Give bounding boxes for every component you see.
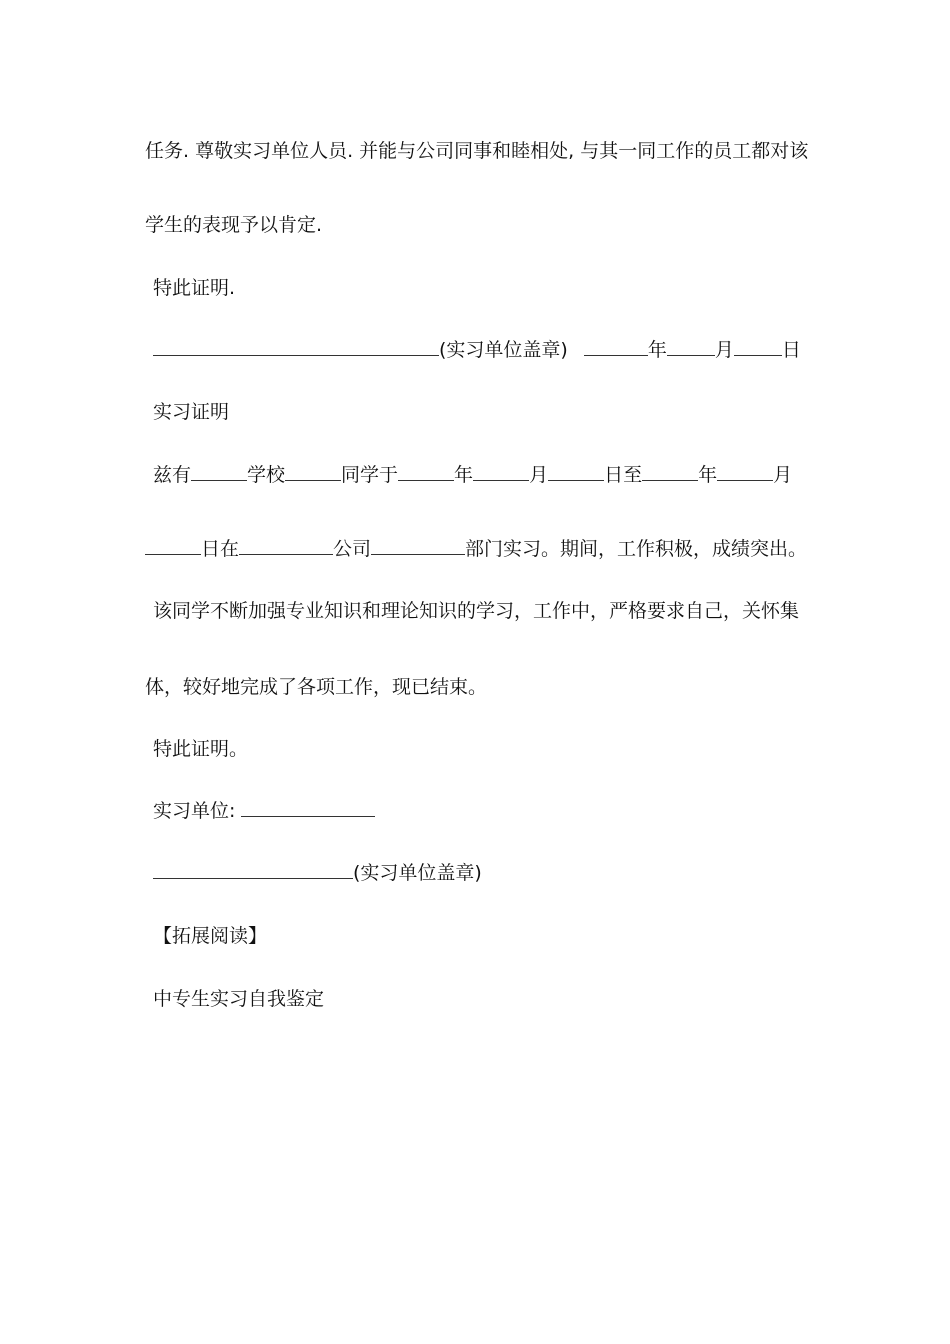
- seal-label: (实习单位盖章): [353, 862, 482, 884]
- fill-in-line: [0, 462, 950, 488]
- unit-line: [0, 798, 950, 824]
- year-blank: [584, 337, 648, 356]
- seal-date-line: [0, 337, 950, 363]
- text: 年: [698, 464, 718, 486]
- section-title: 中专生实习自我鉴定: [153, 988, 325, 1010]
- unit-blank: [241, 798, 375, 817]
- unit-label: 实习单位:: [153, 800, 236, 822]
- blank: [473, 462, 529, 481]
- seal-line: [0, 860, 950, 886]
- blank: [285, 462, 341, 481]
- blank: [398, 462, 454, 481]
- blank: [191, 462, 247, 481]
- paragraph-line: 学生的表现予以肯定.: [145, 214, 323, 236]
- paragraph-line: 任务. 尊敬实习单位人员. 并能与公司同事和睦相处, 与其一同工作的员工都对该: [145, 140, 809, 162]
- blank: [145, 536, 201, 555]
- seal-blank: [153, 860, 353, 879]
- day-blank: [734, 337, 782, 356]
- text: 月: [529, 464, 549, 486]
- fill-in-line: [0, 536, 950, 562]
- blank: [239, 536, 333, 555]
- seal-label: (实习单位盖章): [439, 339, 568, 361]
- seal-blank: [153, 337, 439, 356]
- text: 日在: [201, 538, 240, 560]
- text: 公司: [333, 538, 372, 560]
- section-heading: 【拓展阅读】: [153, 925, 268, 947]
- blank: [717, 462, 773, 481]
- closing-text: 特此证明。: [153, 738, 249, 760]
- month-blank: [667, 337, 715, 356]
- paragraph-line: 该同学不断加强专业知识和理论知识的学习，工作中，严格要求自己，关怀集: [153, 600, 800, 622]
- month-label: 月: [714, 339, 734, 361]
- text: 年: [454, 464, 474, 486]
- text: 兹有: [153, 464, 192, 486]
- text: 日至: [604, 464, 643, 486]
- blank: [371, 536, 465, 555]
- blank: [642, 462, 698, 481]
- closing-text: 特此证明.: [153, 277, 236, 299]
- text: 月: [773, 464, 793, 486]
- certificate-title: 实习证明: [153, 401, 230, 423]
- text: 同学于: [341, 464, 399, 486]
- year-label: 年: [647, 339, 667, 361]
- text: 部门实习。期间，工作积极，成绩突出。: [465, 538, 808, 560]
- blank: [548, 462, 604, 481]
- day-label: 日: [781, 339, 801, 361]
- text: 学校: [247, 464, 286, 486]
- paragraph-line: 体，较好地完成了各项工作，现已结束。: [145, 676, 488, 698]
